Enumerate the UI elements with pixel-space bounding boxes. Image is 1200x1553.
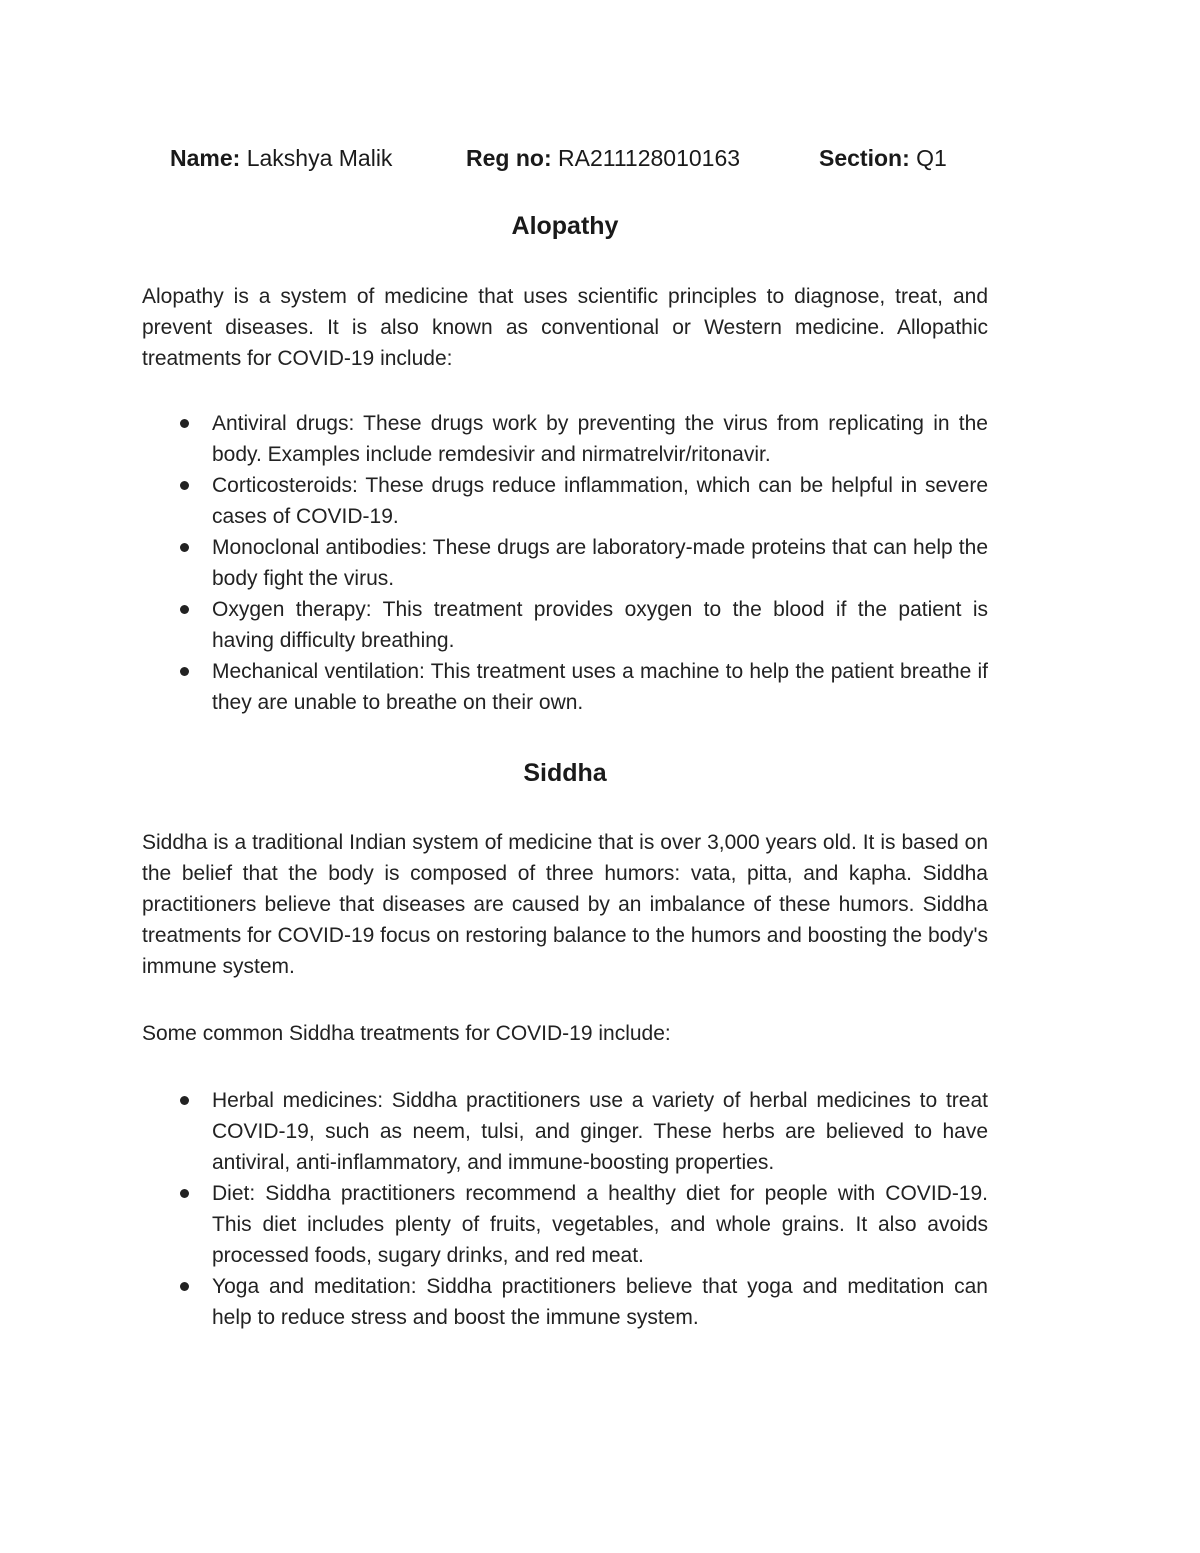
list-item [178, 656, 988, 718]
name-label: Name: [170, 145, 241, 171]
alopathy-heading: Alopathy [511, 212, 619, 240]
siddha-intro: Siddha is a traditional Indian system of medicine that is over 3,000 years old. It is based on the belief that the body is composed of three humors: vata, pitta, and kapha. Siddha practitioners believe that diseases are caused by an imbalance of these humors. Siddha treatments for COVID-19 focus on restoring balance to the humors and boosting the body's immune system. [142, 831, 988, 978]
bullet-icon [180, 1189, 189, 1198]
reg-no-value: RA211128010163 [558, 145, 741, 171]
student-header [0, 140, 1200, 176]
section-value: Q1 [916, 145, 947, 171]
bullet-icon [180, 605, 189, 614]
list-item-text: Herbal medicines: Siddha practitioners use a variety of herbal medicines to treat COVID-19, such as neem, tulsi, and ginger. These herbs are believed to have antiviral, anti-inflammatory, and immune-boosting properties. [212, 1089, 988, 1174]
siddha-heading: Siddha [523, 759, 607, 787]
list-item-text: Yoga and meditation: Siddha practitioners believe that yoga and meditation can help to reduce stress and boost the immune system. [212, 1275, 988, 1329]
bullet-icon [180, 1096, 189, 1105]
list-item [178, 532, 988, 594]
list-item-text: Diet: Siddha practitioners recommend a healthy diet for people with COVID-19. This diet includes plenty of fruits, vegetables, and whole grains. It also avoids processed foods, sugary drinks, and red meat. [212, 1182, 988, 1267]
list-item-text: Oxygen therapy: This treatment provides oxygen to the blood if the patient is having difficulty breathing. [212, 598, 988, 652]
list-item [178, 594, 988, 656]
list-item [178, 408, 988, 470]
name-value: Lakshya Malik [246, 145, 393, 171]
list-item-text: Monoclonal antibodies: These drugs are laboratory-made proteins that can help the body fight the virus. [212, 536, 988, 590]
list-item [178, 1085, 988, 1178]
reg-no-label: Reg no: [466, 145, 552, 171]
reg-no-field [466, 140, 740, 176]
bullet-icon [180, 419, 189, 428]
list-item [178, 1271, 988, 1333]
siddha-lead: Some common Siddha treatments for COVID-19 include: [142, 1022, 671, 1045]
alopathy-treatment-list [178, 408, 988, 718]
section-field [819, 140, 947, 176]
list-item-text: Corticosteroids: These drugs reduce inflammation, which can be helpful in severe cases of COVID-19. [212, 474, 988, 528]
bullet-icon [180, 481, 189, 490]
alopathy-intro: Alopathy is a system of medicine that uses scientific principles to diagnose, treat, and prevent diseases. It is also known as conventional or Western medicine. Allopathic treatments for COVID-19 include: [142, 285, 988, 370]
list-item-text: Mechanical ventilation: This treatment uses a machine to help the patient breathe if they are unable to breathe on their own. [212, 660, 988, 714]
list-item [178, 470, 988, 532]
name-field [170, 140, 392, 176]
list-item [178, 1178, 988, 1271]
bullet-icon [180, 1282, 189, 1291]
list-item-text: Antiviral drugs: These drugs work by preventing the virus from replicating in the body. Examples include remdesivir and nirmatrelvir/ritonavir. [212, 412, 988, 466]
section-label: Section: [819, 145, 910, 171]
bullet-icon [180, 543, 189, 552]
bullet-icon [180, 667, 189, 676]
siddha-treatment-list [178, 1085, 988, 1333]
